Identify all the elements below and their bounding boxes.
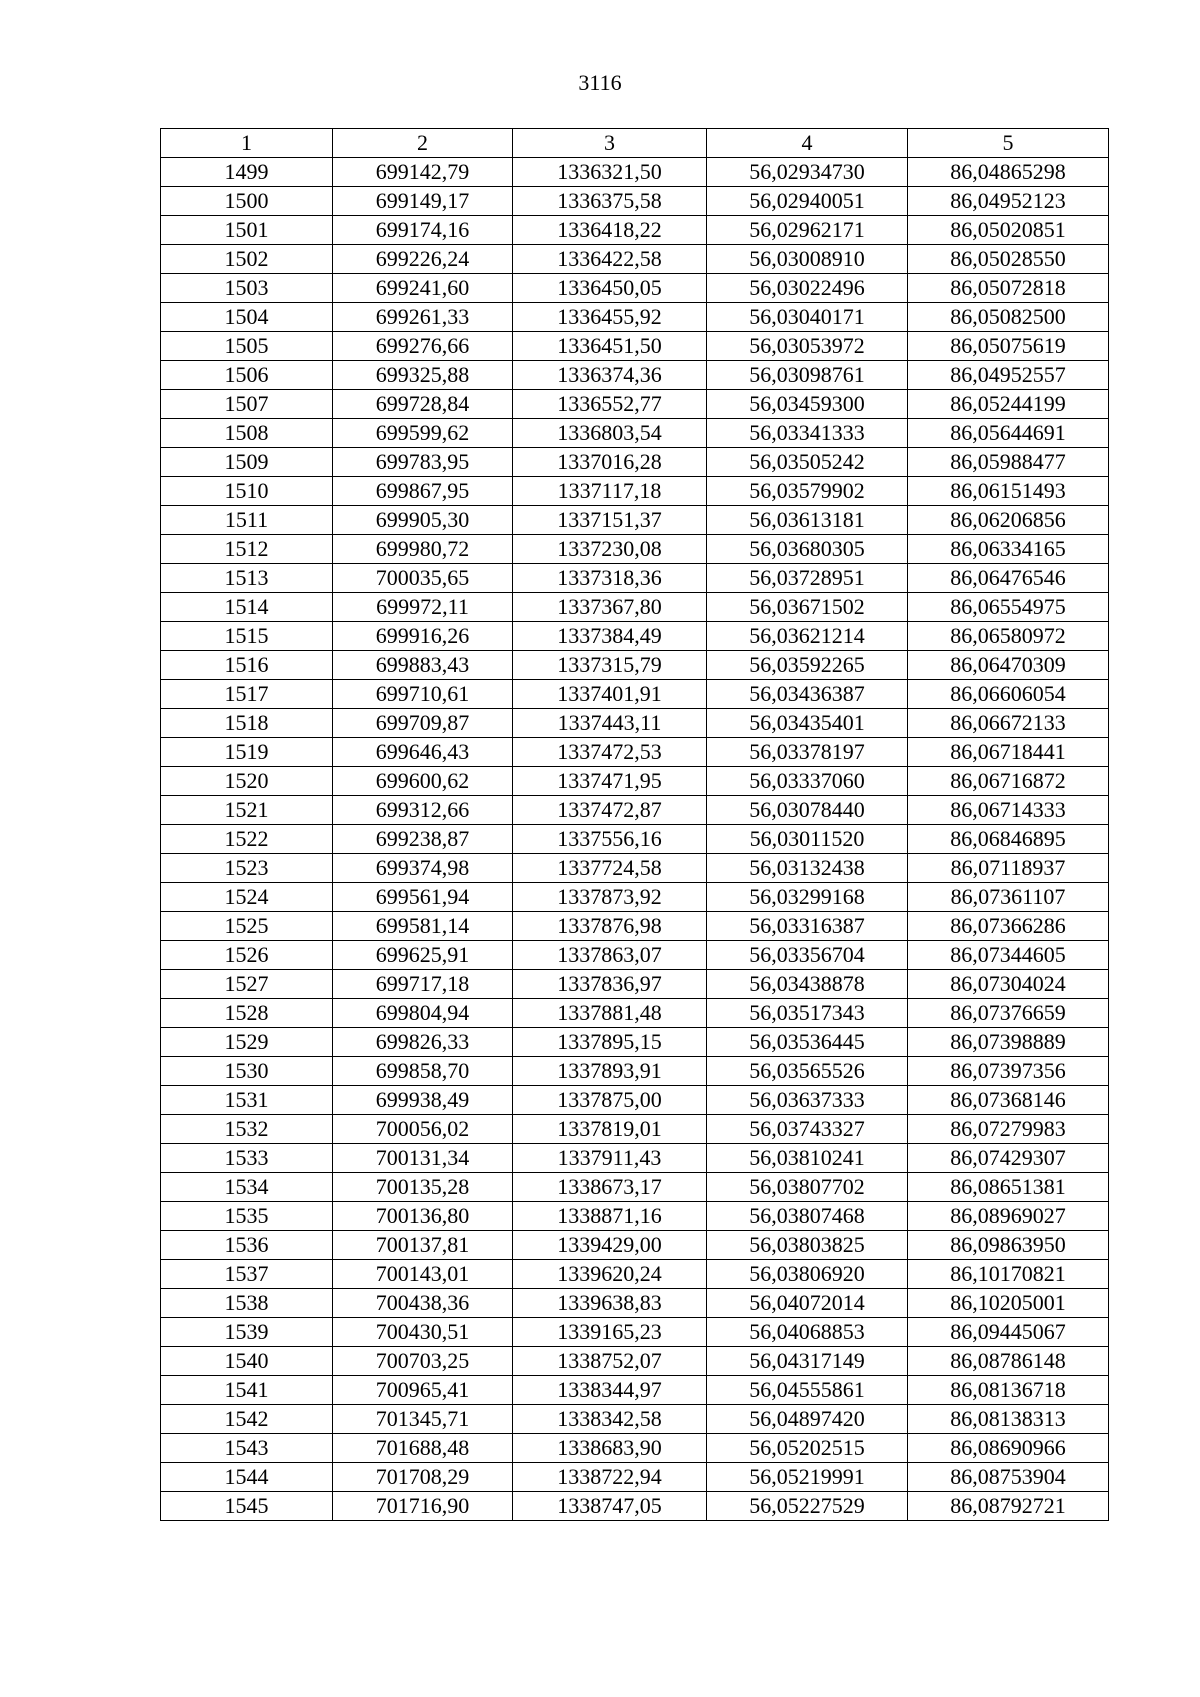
cell-x: 699561,94 [333,883,513,912]
cell-point-number: 1528 [161,999,333,1028]
cell-x: 699972,11 [333,593,513,622]
cell-point-number: 1501 [161,216,333,245]
cell-x: 700143,01 [333,1260,513,1289]
cell-y: 1337318,36 [513,564,707,593]
cell-y: 1339620,24 [513,1260,707,1289]
cell-latitude: 56,03337060 [707,767,908,796]
cell-y: 1337230,08 [513,535,707,564]
cell-latitude: 56,03438878 [707,970,908,999]
cell-y: 1337876,98 [513,912,707,941]
cell-y: 1339165,23 [513,1318,707,1347]
table-row [161,158,1109,187]
cell-longitude: 86,05644691 [908,419,1109,448]
cell-y: 1337367,80 [513,593,707,622]
cell-y: 1336450,05 [513,274,707,303]
cell-point-number: 1540 [161,1347,333,1376]
cell-longitude: 86,09445067 [908,1318,1109,1347]
cell-y: 1337875,00 [513,1086,707,1115]
cell-x: 699646,43 [333,738,513,767]
cell-y: 1336422,58 [513,245,707,274]
cell-y: 1337384,49 [513,622,707,651]
cell-y: 1336418,22 [513,216,707,245]
cell-latitude: 56,04555861 [707,1376,908,1405]
cell-point-number: 1537 [161,1260,333,1289]
cell-point-number: 1504 [161,303,333,332]
cell-latitude: 56,03505242 [707,448,908,477]
cell-y: 1336552,77 [513,390,707,419]
cell-y: 1337836,97 [513,970,707,999]
cell-longitude: 86,06716872 [908,767,1109,796]
cell-y: 1338673,17 [513,1173,707,1202]
cell-longitude: 86,06580972 [908,622,1109,651]
cell-x: 699826,33 [333,1028,513,1057]
cell-latitude: 56,03671502 [707,593,908,622]
cell-point-number: 1511 [161,506,333,535]
cell-y: 1337443,11 [513,709,707,738]
cell-x: 701345,71 [333,1405,513,1434]
cell-longitude: 86,06334165 [908,535,1109,564]
cell-latitude: 56,03637333 [707,1086,908,1115]
cell-y: 1337819,01 [513,1115,707,1144]
cell-x: 699600,62 [333,767,513,796]
cell-latitude: 56,03008910 [707,245,908,274]
cell-point-number: 1525 [161,912,333,941]
cell-point-number: 1506 [161,361,333,390]
cell-latitude: 56,03132438 [707,854,908,883]
cell-x: 700430,51 [333,1318,513,1347]
cell-point-number: 1510 [161,477,333,506]
cell-y: 1337151,37 [513,506,707,535]
cell-x: 699916,26 [333,622,513,651]
cell-longitude: 86,05020851 [908,216,1109,245]
cell-point-number: 1539 [161,1318,333,1347]
cell-point-number: 1515 [161,622,333,651]
cell-latitude: 56,02962171 [707,216,908,245]
cell-y: 1338747,05 [513,1492,707,1521]
cell-longitude: 86,08690966 [908,1434,1109,1463]
table-row [161,1405,1109,1434]
cell-point-number: 1524 [161,883,333,912]
cell-longitude: 86,07366286 [908,912,1109,941]
cell-longitude: 86,08136718 [908,1376,1109,1405]
cell-longitude: 86,08786148 [908,1347,1109,1376]
table-row [161,709,1109,738]
cell-latitude: 56,03743327 [707,1115,908,1144]
cell-latitude: 56,04317149 [707,1347,908,1376]
table-body [161,158,1109,1521]
cell-point-number: 1542 [161,1405,333,1434]
table-row [161,1057,1109,1086]
cell-point-number: 1529 [161,1028,333,1057]
cell-latitude: 56,03807702 [707,1173,908,1202]
cell-point-number: 1512 [161,535,333,564]
cell-x: 699883,43 [333,651,513,680]
cell-longitude: 86,06714333 [908,796,1109,825]
cell-longitude: 86,06554975 [908,593,1109,622]
cell-point-number: 1541 [161,1376,333,1405]
table-row [161,651,1109,680]
cell-latitude: 56,03459300 [707,390,908,419]
cell-point-number: 1500 [161,187,333,216]
cell-point-number: 1503 [161,274,333,303]
cell-point-number: 1509 [161,448,333,477]
cell-y: 1336321,50 [513,158,707,187]
cell-longitude: 86,06151493 [908,477,1109,506]
table-row [161,303,1109,332]
table-row [161,332,1109,361]
table-row [161,419,1109,448]
table-row [161,1347,1109,1376]
table-row [161,448,1109,477]
cell-longitude: 86,07429307 [908,1144,1109,1173]
cell-point-number: 1499 [161,158,333,187]
cell-longitude: 86,05075619 [908,332,1109,361]
cell-latitude: 56,04072014 [707,1289,908,1318]
cell-y: 1337873,92 [513,883,707,912]
cell-point-number: 1518 [161,709,333,738]
cell-x: 701708,29 [333,1463,513,1492]
cell-longitude: 86,05988477 [908,448,1109,477]
cell-point-number: 1526 [161,941,333,970]
header-row [161,129,1109,158]
cell-longitude: 86,07344605 [908,941,1109,970]
table-row [161,477,1109,506]
table-row [161,361,1109,390]
cell-y: 1336451,50 [513,332,707,361]
cell-longitude: 86,07361107 [908,883,1109,912]
cell-y: 1337472,87 [513,796,707,825]
cell-x: 699374,98 [333,854,513,883]
cell-longitude: 86,07118937 [908,854,1109,883]
cell-latitude: 56,03040171 [707,303,908,332]
table-row [161,1173,1109,1202]
cell-latitude: 56,03517343 [707,999,908,1028]
table-row [161,1086,1109,1115]
cell-point-number: 1535 [161,1202,333,1231]
cell-point-number: 1522 [161,825,333,854]
cell-y: 1338342,58 [513,1405,707,1434]
cell-longitude: 86,07398889 [908,1028,1109,1057]
cell-y: 1337016,28 [513,448,707,477]
cell-y: 1338683,90 [513,1434,707,1463]
cell-latitude: 56,03078440 [707,796,908,825]
cell-x: 700438,36 [333,1289,513,1318]
cell-point-number: 1536 [161,1231,333,1260]
table-row [161,216,1109,245]
cell-x: 699710,61 [333,680,513,709]
cell-longitude: 86,06206856 [908,506,1109,535]
cell-longitude: 86,05082500 [908,303,1109,332]
cell-y: 1338722,94 [513,1463,707,1492]
cell-longitude: 86,09863950 [908,1231,1109,1260]
cell-x: 700965,41 [333,1376,513,1405]
cell-longitude: 86,08753904 [908,1463,1109,1492]
cell-y: 1337117,18 [513,477,707,506]
cell-latitude: 56,03810241 [707,1144,908,1173]
cell-longitude: 86,07279983 [908,1115,1109,1144]
table-row [161,1231,1109,1260]
table-row [161,187,1109,216]
cell-y: 1337895,15 [513,1028,707,1057]
cell-x: 699783,95 [333,448,513,477]
table-row [161,825,1109,854]
cell-point-number: 1527 [161,970,333,999]
cell-latitude: 56,05202515 [707,1434,908,1463]
cell-x: 700056,02 [333,1115,513,1144]
cell-x: 699905,30 [333,506,513,535]
cell-x: 699728,84 [333,390,513,419]
cell-latitude: 56,03435401 [707,709,908,738]
table-row [161,883,1109,912]
cell-longitude: 86,07376659 [908,999,1109,1028]
cell-longitude: 86,05028550 [908,245,1109,274]
cell-point-number: 1534 [161,1173,333,1202]
cell-latitude: 56,03680305 [707,535,908,564]
cell-y: 1336803,54 [513,419,707,448]
cell-x: 699261,33 [333,303,513,332]
cell-x: 699625,91 [333,941,513,970]
table-row [161,1115,1109,1144]
table-row [161,796,1109,825]
table-row [161,1434,1109,1463]
cell-y: 1338871,16 [513,1202,707,1231]
cell-y: 1337471,95 [513,767,707,796]
table-row [161,970,1109,999]
cell-latitude: 56,03011520 [707,825,908,854]
cell-point-number: 1545 [161,1492,333,1521]
cell-longitude: 86,06718441 [908,738,1109,767]
cell-y: 1337724,58 [513,854,707,883]
cell-x: 699804,94 [333,999,513,1028]
cell-x: 701688,48 [333,1434,513,1463]
table-row [161,390,1109,419]
cell-x: 699858,70 [333,1057,513,1086]
cell-y: 1336375,58 [513,187,707,216]
cell-latitude: 56,03803825 [707,1231,908,1260]
cell-x: 699325,88 [333,361,513,390]
cell-x: 699867,95 [333,477,513,506]
table-row [161,1463,1109,1492]
table-row [161,854,1109,883]
cell-point-number: 1519 [161,738,333,767]
cell-point-number: 1544 [161,1463,333,1492]
cell-latitude: 56,03806920 [707,1260,908,1289]
table-row [161,1289,1109,1318]
cell-longitude: 86,07368146 [908,1086,1109,1115]
cell-x: 699226,24 [333,245,513,274]
table-row [161,593,1109,622]
cell-latitude: 56,02934730 [707,158,908,187]
table-row [161,245,1109,274]
cell-x: 699241,60 [333,274,513,303]
cell-latitude: 56,04897420 [707,1405,908,1434]
cell-point-number: 1532 [161,1115,333,1144]
table-header [161,129,1109,158]
cell-point-number: 1513 [161,564,333,593]
cell-latitude: 56,03053972 [707,332,908,361]
cell-longitude: 86,08792721 [908,1492,1109,1521]
cell-point-number: 1508 [161,419,333,448]
cell-latitude: 56,04068853 [707,1318,908,1347]
cell-y: 1337863,07 [513,941,707,970]
table-row [161,680,1109,709]
cell-latitude: 56,03579902 [707,477,908,506]
cell-latitude: 56,03022496 [707,274,908,303]
cell-latitude: 56,03728951 [707,564,908,593]
cell-x: 699142,79 [333,158,513,187]
cell-y: 1338752,07 [513,1347,707,1376]
cell-latitude: 56,02940051 [707,187,908,216]
table-row [161,738,1109,767]
column-header-2: 2 [333,129,513,158]
cell-point-number: 1505 [161,332,333,361]
cell-latitude: 56,03613181 [707,506,908,535]
cell-x: 699599,62 [333,419,513,448]
cell-longitude: 86,10170821 [908,1260,1109,1289]
cell-longitude: 86,08138313 [908,1405,1109,1434]
cell-x: 699581,14 [333,912,513,941]
cell-point-number: 1517 [161,680,333,709]
cell-longitude: 86,07397356 [908,1057,1109,1086]
column-header-3: 3 [513,129,707,158]
cell-longitude: 86,08969027 [908,1202,1109,1231]
cell-longitude: 86,04952123 [908,187,1109,216]
table-row [161,506,1109,535]
cell-longitude: 86,10205001 [908,1289,1109,1318]
page-number: 3116 [578,70,622,95]
cell-point-number: 1530 [161,1057,333,1086]
cell-longitude: 86,05072818 [908,274,1109,303]
cell-y: 1337315,79 [513,651,707,680]
table-row [161,912,1109,941]
cell-y: 1337556,16 [513,825,707,854]
cell-x: 701716,90 [333,1492,513,1521]
cell-x: 699149,17 [333,187,513,216]
table-row [161,1144,1109,1173]
cell-x: 699276,66 [333,332,513,361]
cell-x: 699980,72 [333,535,513,564]
cell-point-number: 1516 [161,651,333,680]
cell-y: 1337401,91 [513,680,707,709]
cell-latitude: 56,03378197 [707,738,908,767]
cell-y: 1336455,92 [513,303,707,332]
table-row [161,1028,1109,1057]
table-row [161,1318,1109,1347]
cell-latitude: 56,05219991 [707,1463,908,1492]
cell-longitude: 86,08651381 [908,1173,1109,1202]
cell-latitude: 56,03807468 [707,1202,908,1231]
cell-longitude: 86,06606054 [908,680,1109,709]
cell-point-number: 1520 [161,767,333,796]
table-row [161,535,1109,564]
cell-y: 1337472,53 [513,738,707,767]
table-row [161,941,1109,970]
cell-x: 700131,34 [333,1144,513,1173]
cell-point-number: 1538 [161,1289,333,1318]
table-row [161,1492,1109,1521]
cell-longitude: 86,06470309 [908,651,1109,680]
cell-x: 700136,80 [333,1202,513,1231]
cell-latitude: 56,03565526 [707,1057,908,1086]
cell-y: 1338344,97 [513,1376,707,1405]
cell-x: 699717,18 [333,970,513,999]
cell-y: 1339429,00 [513,1231,707,1260]
table-row [161,1260,1109,1289]
table-row [161,999,1109,1028]
cell-latitude: 56,03341333 [707,419,908,448]
cell-latitude: 56,03299168 [707,883,908,912]
cell-latitude: 56,03436387 [707,680,908,709]
table-row [161,622,1109,651]
cell-longitude: 86,06672133 [908,709,1109,738]
cell-point-number: 1531 [161,1086,333,1115]
cell-longitude: 86,07304024 [908,970,1109,999]
table-row [161,1202,1109,1231]
column-header-1: 1 [161,129,333,158]
cell-latitude: 56,03621214 [707,622,908,651]
cell-x: 700035,65 [333,564,513,593]
cell-x: 699174,16 [333,216,513,245]
cell-y: 1337893,91 [513,1057,707,1086]
cell-latitude: 56,03098761 [707,361,908,390]
cell-longitude: 86,04952557 [908,361,1109,390]
cell-x: 699709,87 [333,709,513,738]
cell-longitude: 86,06846895 [908,825,1109,854]
column-header-4: 4 [707,129,908,158]
cell-point-number: 1523 [161,854,333,883]
column-header-5: 5 [908,129,1109,158]
cell-y: 1337881,48 [513,999,707,1028]
table-row [161,767,1109,796]
cell-point-number: 1521 [161,796,333,825]
cell-x: 700137,81 [333,1231,513,1260]
cell-longitude: 86,05244199 [908,390,1109,419]
table-row [161,1376,1109,1405]
cell-x: 699238,87 [333,825,513,854]
cell-latitude: 56,03536445 [707,1028,908,1057]
cell-x: 700703,25 [333,1347,513,1376]
cell-y: 1339638,83 [513,1289,707,1318]
cell-longitude: 86,06476546 [908,564,1109,593]
cell-y: 1336374,36 [513,361,707,390]
cell-point-number: 1543 [161,1434,333,1463]
coordinates-table [160,128,1109,1521]
cell-x: 700135,28 [333,1173,513,1202]
cell-longitude: 86,04865298 [908,158,1109,187]
cell-latitude: 56,03356704 [707,941,908,970]
cell-x: 699938,49 [333,1086,513,1115]
cell-point-number: 1507 [161,390,333,419]
cell-y: 1337911,43 [513,1144,707,1173]
cell-x: 699312,66 [333,796,513,825]
cell-latitude: 56,03316387 [707,912,908,941]
cell-point-number: 1533 [161,1144,333,1173]
cell-latitude: 56,05227529 [707,1492,908,1521]
table-row [161,274,1109,303]
cell-point-number: 1514 [161,593,333,622]
table-row [161,564,1109,593]
cell-latitude: 56,03592265 [707,651,908,680]
cell-point-number: 1502 [161,245,333,274]
